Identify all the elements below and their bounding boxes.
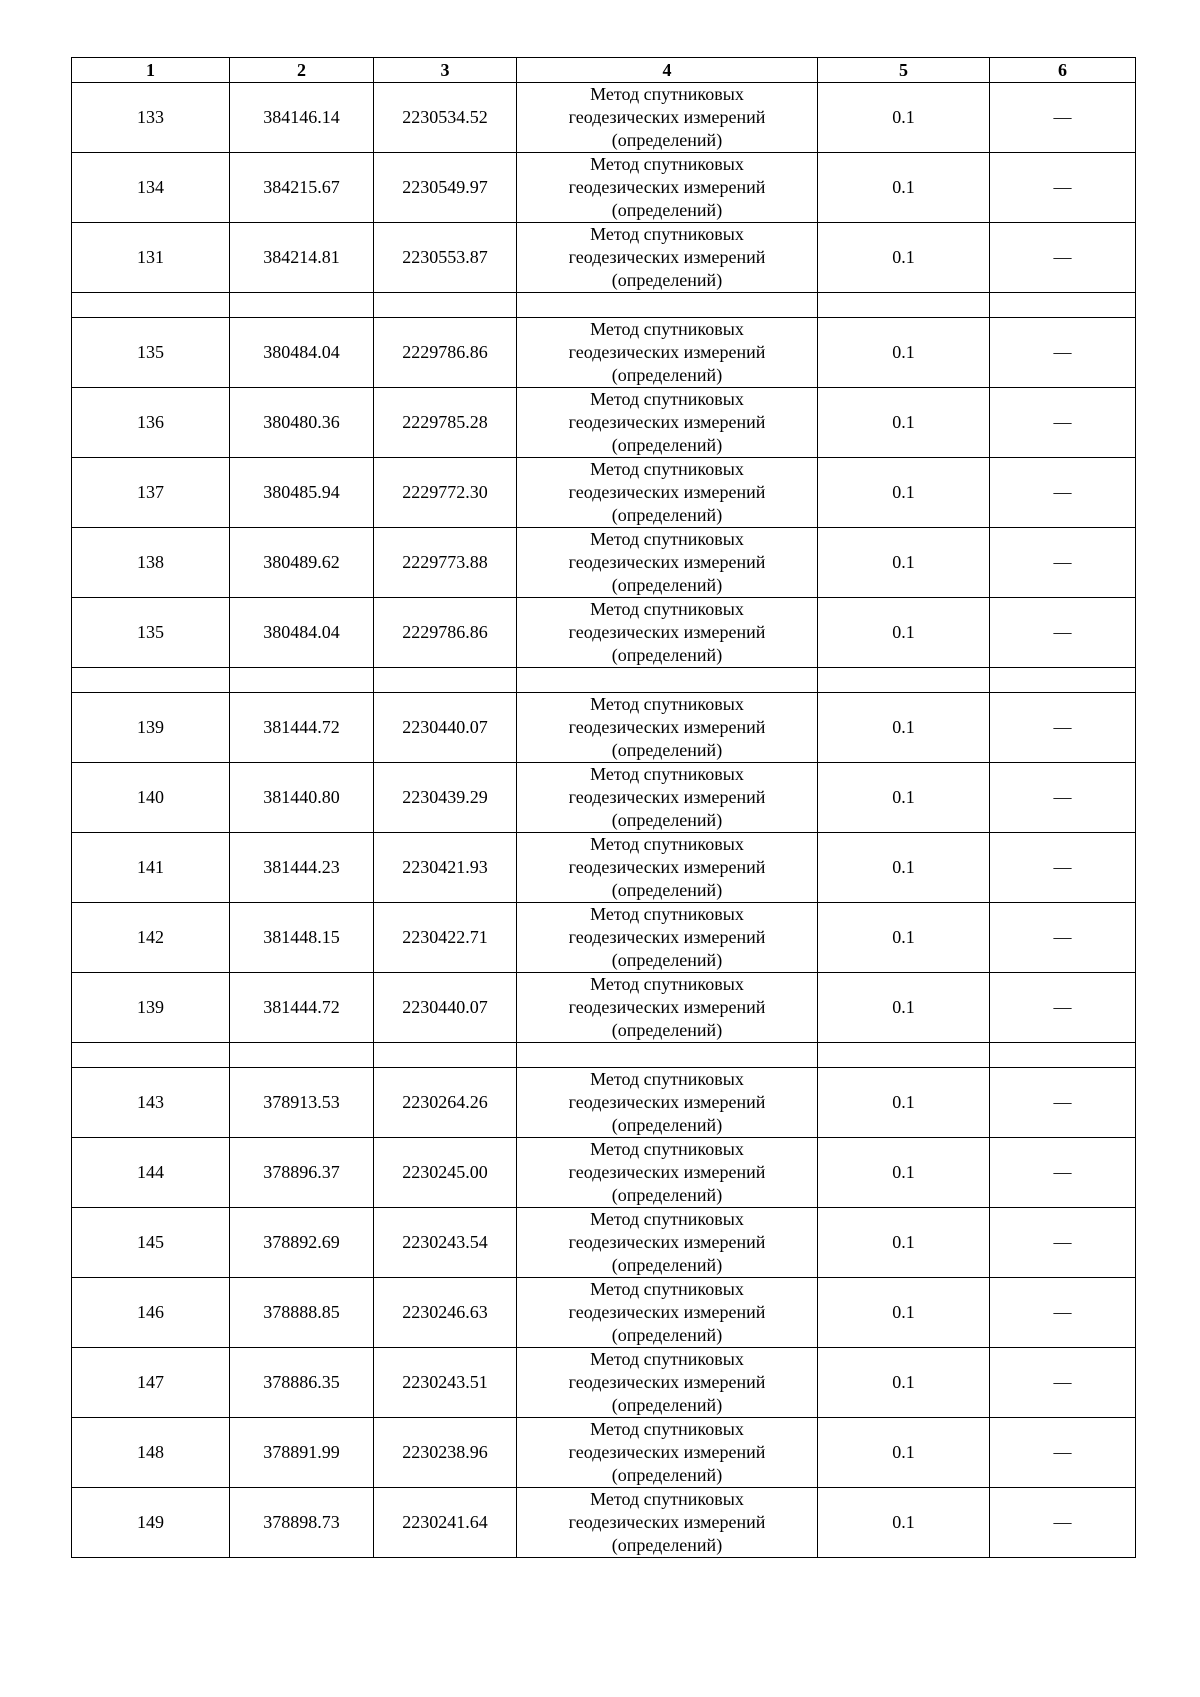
note-cell: — — [990, 458, 1136, 528]
method-cell — [517, 83, 818, 153]
empty-cell — [230, 293, 374, 318]
note-cell: — — [990, 153, 1136, 223]
table-row — [72, 83, 1136, 153]
point-number-cell: 139 — [72, 973, 230, 1043]
method-cell — [517, 833, 818, 903]
empty-cell — [818, 668, 990, 693]
y-coordinate-cell: 2230246.63 — [374, 1278, 517, 1348]
empty-cell — [990, 1043, 1136, 1068]
method-line: геодезических измерений — [568, 927, 766, 947]
accuracy-cell: 0.1 — [818, 528, 990, 598]
method-cell — [517, 153, 818, 223]
accuracy-cell: 0.1 — [818, 153, 990, 223]
method-cell — [517, 223, 818, 293]
method-line: (определений) — [611, 1395, 723, 1415]
point-number-cell: 134 — [72, 153, 230, 223]
method-line: геодезических измерений — [568, 787, 766, 807]
x-coordinate-cell: 381440.80 — [230, 763, 374, 833]
point-number-cell: 146 — [72, 1278, 230, 1348]
method-cell — [517, 458, 818, 528]
y-coordinate-cell: 2230422.71 — [374, 903, 517, 973]
method-line: Метод спутниковых — [590, 764, 744, 784]
x-coordinate-cell: 380484.04 — [230, 318, 374, 388]
header-col-2: 2 — [230, 58, 374, 83]
accuracy-cell: 0.1 — [818, 458, 990, 528]
method-cell — [517, 1138, 818, 1208]
point-number-cell: 137 — [72, 458, 230, 528]
method-cell — [517, 763, 818, 833]
accuracy-cell: 0.1 — [818, 833, 990, 903]
method-line: (определений) — [611, 505, 723, 525]
table-row — [72, 1208, 1136, 1278]
table-row — [72, 693, 1136, 763]
table-row — [72, 1278, 1136, 1348]
method-line: (определений) — [611, 1115, 723, 1135]
note-cell: — — [990, 973, 1136, 1043]
y-coordinate-cell: 2230421.93 — [374, 833, 517, 903]
method-line: геодезических измерений — [568, 1092, 766, 1112]
accuracy-cell: 0.1 — [818, 1208, 990, 1278]
table-row — [72, 903, 1136, 973]
method-line: (определений) — [611, 200, 723, 220]
method-cell — [517, 903, 818, 973]
method-line: геодезических измерений — [568, 717, 766, 737]
accuracy-cell: 0.1 — [818, 1138, 990, 1208]
note-cell: — — [990, 1418, 1136, 1488]
empty-cell — [374, 668, 517, 693]
point-number-cell: 145 — [72, 1208, 230, 1278]
method-line: Метод спутниковых — [590, 84, 744, 104]
x-coordinate-cell: 378891.99 — [230, 1418, 374, 1488]
point-number-cell: 135 — [72, 318, 230, 388]
accuracy-cell: 0.1 — [818, 1488, 990, 1558]
accuracy-cell: 0.1 — [818, 388, 990, 458]
table-row — [72, 763, 1136, 833]
note-cell: — — [990, 318, 1136, 388]
method-line: геодезических измерений — [568, 1162, 766, 1182]
x-coordinate-cell: 381444.72 — [230, 973, 374, 1043]
method-line: Метод спутниковых — [590, 904, 744, 924]
method-line: Метод спутниковых — [590, 1489, 744, 1509]
method-line: Метод спутниковых — [590, 459, 744, 479]
empty-cell — [72, 1043, 230, 1068]
accuracy-cell: 0.1 — [818, 598, 990, 668]
method-cell — [517, 318, 818, 388]
method-line: (определений) — [611, 575, 723, 595]
y-coordinate-cell: 2230549.97 — [374, 153, 517, 223]
separator-row — [72, 1043, 1136, 1068]
x-coordinate-cell: 378898.73 — [230, 1488, 374, 1558]
header-col-3: 3 — [374, 58, 517, 83]
method-line: геодезических измерений — [568, 1372, 766, 1392]
table-row — [72, 528, 1136, 598]
empty-cell — [72, 668, 230, 693]
method-line: геодезических измерений — [568, 247, 766, 267]
method-line: Метод спутниковых — [590, 529, 744, 549]
note-cell: — — [990, 1068, 1136, 1138]
point-number-cell: 139 — [72, 693, 230, 763]
method-line: (определений) — [611, 1325, 723, 1345]
method-line: геодезических измерений — [568, 1302, 766, 1322]
note-cell: — — [990, 1138, 1136, 1208]
note-cell: — — [990, 1348, 1136, 1418]
table-row — [72, 388, 1136, 458]
separator-row — [72, 293, 1136, 318]
method-line: (определений) — [611, 1465, 723, 1485]
y-coordinate-cell: 2230243.54 — [374, 1208, 517, 1278]
x-coordinate-cell: 378892.69 — [230, 1208, 374, 1278]
method-line: геодезических измерений — [568, 622, 766, 642]
note-cell: — — [990, 598, 1136, 668]
method-line: геодезических измерений — [568, 1512, 766, 1532]
method-cell — [517, 1278, 818, 1348]
y-coordinate-cell: 2230241.64 — [374, 1488, 517, 1558]
method-cell — [517, 1208, 818, 1278]
empty-cell — [517, 293, 818, 318]
table-row — [72, 1138, 1136, 1208]
header-col-4: 4 — [517, 58, 818, 83]
accuracy-cell: 0.1 — [818, 83, 990, 153]
accuracy-cell: 0.1 — [818, 1278, 990, 1348]
method-line: (определений) — [611, 645, 723, 665]
note-cell: — — [990, 528, 1136, 598]
method-cell — [517, 1488, 818, 1558]
y-coordinate-cell: 2229773.88 — [374, 528, 517, 598]
note-cell: — — [990, 833, 1136, 903]
method-line: (определений) — [611, 740, 723, 760]
method-line: Метод спутниковых — [590, 694, 744, 714]
table-row — [72, 223, 1136, 293]
accuracy-cell: 0.1 — [818, 1348, 990, 1418]
method-line: геодезических измерений — [568, 482, 766, 502]
method-line: (определений) — [611, 1255, 723, 1275]
note-cell: — — [990, 1278, 1136, 1348]
x-coordinate-cell: 384215.67 — [230, 153, 374, 223]
empty-cell — [818, 1043, 990, 1068]
method-line: Метод спутниковых — [590, 974, 744, 994]
method-line: Метод спутниковых — [590, 834, 744, 854]
method-cell — [517, 693, 818, 763]
method-cell — [517, 973, 818, 1043]
method-line: (определений) — [611, 1185, 723, 1205]
method-line: (определений) — [611, 365, 723, 385]
method-line: Метод спутниковых — [590, 1419, 744, 1439]
x-coordinate-cell: 380485.94 — [230, 458, 374, 528]
point-number-cell: 143 — [72, 1068, 230, 1138]
point-number-cell: 144 — [72, 1138, 230, 1208]
empty-cell — [72, 293, 230, 318]
accuracy-cell: 0.1 — [818, 1418, 990, 1488]
accuracy-cell: 0.1 — [818, 903, 990, 973]
method-cell — [517, 388, 818, 458]
method-line: Метод спутниковых — [590, 1349, 744, 1369]
method-cell — [517, 1418, 818, 1488]
point-number-cell: 147 — [72, 1348, 230, 1418]
y-coordinate-cell: 2229786.86 — [374, 318, 517, 388]
accuracy-cell: 0.1 — [818, 973, 990, 1043]
method-line: Метод спутниковых — [590, 224, 744, 244]
empty-cell — [818, 293, 990, 318]
y-coordinate-cell: 2230264.26 — [374, 1068, 517, 1138]
table-row — [72, 833, 1136, 903]
accuracy-cell: 0.1 — [818, 318, 990, 388]
empty-cell — [230, 1043, 374, 1068]
y-coordinate-cell: 2230243.51 — [374, 1348, 517, 1418]
empty-cell — [230, 668, 374, 693]
method-line: Метод спутниковых — [590, 599, 744, 619]
table-row — [72, 973, 1136, 1043]
empty-cell — [990, 668, 1136, 693]
method-line: (определений) — [611, 270, 723, 290]
point-number-cell: 131 — [72, 223, 230, 293]
accuracy-cell: 0.1 — [818, 693, 990, 763]
y-coordinate-cell: 2230534.52 — [374, 83, 517, 153]
note-cell: — — [990, 693, 1136, 763]
note-cell: — — [990, 903, 1136, 973]
method-line: геодезических измерений — [568, 1232, 766, 1252]
table-body — [72, 83, 1136, 1558]
y-coordinate-cell: 2230553.87 — [374, 223, 517, 293]
method-cell — [517, 528, 818, 598]
accuracy-cell: 0.1 — [818, 763, 990, 833]
point-number-cell: 149 — [72, 1488, 230, 1558]
point-number-cell: 138 — [72, 528, 230, 598]
note-cell: — — [990, 1208, 1136, 1278]
x-coordinate-cell: 381444.72 — [230, 693, 374, 763]
y-coordinate-cell: 2229786.86 — [374, 598, 517, 668]
method-line: Метод спутниковых — [590, 389, 744, 409]
table-row — [72, 598, 1136, 668]
method-line: (определений) — [611, 950, 723, 970]
method-line: Метод спутниковых — [590, 1069, 744, 1089]
y-coordinate-cell: 2230245.00 — [374, 1138, 517, 1208]
x-coordinate-cell: 384214.81 — [230, 223, 374, 293]
coordinates-table — [71, 57, 1136, 1558]
method-line: геодезических измерений — [568, 552, 766, 572]
point-number-cell: 141 — [72, 833, 230, 903]
table-row — [72, 458, 1136, 528]
x-coordinate-cell: 381444.23 — [230, 833, 374, 903]
x-coordinate-cell: 380489.62 — [230, 528, 374, 598]
method-line: геодезических измерений — [568, 1442, 766, 1462]
method-line: геодезических измерений — [568, 342, 766, 362]
method-cell — [517, 1348, 818, 1418]
method-line: геодезических измерений — [568, 997, 766, 1017]
method-line: геодезических измерений — [568, 857, 766, 877]
note-cell: — — [990, 1488, 1136, 1558]
header-col-5: 5 — [818, 58, 990, 83]
method-line: (определений) — [611, 130, 723, 150]
note-cell: — — [990, 223, 1136, 293]
x-coordinate-cell: 378888.85 — [230, 1278, 374, 1348]
point-number-cell: 140 — [72, 763, 230, 833]
method-line: Метод спутниковых — [590, 319, 744, 339]
x-coordinate-cell: 378913.53 — [230, 1068, 374, 1138]
method-line: (определений) — [611, 1020, 723, 1040]
table-row — [72, 1418, 1136, 1488]
x-coordinate-cell: 384146.14 — [230, 83, 374, 153]
x-coordinate-cell: 378896.37 — [230, 1138, 374, 1208]
method-line: (определений) — [611, 880, 723, 900]
y-coordinate-cell: 2230440.07 — [374, 973, 517, 1043]
point-number-cell: 133 — [72, 83, 230, 153]
method-line: Метод спутниковых — [590, 1279, 744, 1299]
point-number-cell: 135 — [72, 598, 230, 668]
method-cell — [517, 1068, 818, 1138]
y-coordinate-cell: 2229785.28 — [374, 388, 517, 458]
header-col-6: 6 — [990, 58, 1136, 83]
point-number-cell: 142 — [72, 903, 230, 973]
x-coordinate-cell: 381448.15 — [230, 903, 374, 973]
table-row — [72, 1348, 1136, 1418]
method-line: Метод спутниковых — [590, 1139, 744, 1159]
x-coordinate-cell: 380484.04 — [230, 598, 374, 668]
header-col-1: 1 — [72, 58, 230, 83]
method-line: Метод спутниковых — [590, 1209, 744, 1229]
note-cell: — — [990, 83, 1136, 153]
empty-cell — [374, 293, 517, 318]
accuracy-cell: 0.1 — [818, 1068, 990, 1138]
method-line: Метод спутниковых — [590, 154, 744, 174]
method-cell — [517, 598, 818, 668]
note-cell: — — [990, 388, 1136, 458]
accuracy-cell: 0.1 — [818, 223, 990, 293]
empty-cell — [517, 1043, 818, 1068]
method-line: геодезических измерений — [568, 177, 766, 197]
empty-cell — [990, 293, 1136, 318]
y-coordinate-cell: 2230238.96 — [374, 1418, 517, 1488]
method-line: (определений) — [611, 435, 723, 455]
empty-cell — [374, 1043, 517, 1068]
table-row — [72, 318, 1136, 388]
x-coordinate-cell: 380480.36 — [230, 388, 374, 458]
y-coordinate-cell: 2230440.07 — [374, 693, 517, 763]
separator-row — [72, 668, 1136, 693]
y-coordinate-cell: 2229772.30 — [374, 458, 517, 528]
method-line: (определений) — [611, 810, 723, 830]
method-line: (определений) — [611, 1535, 723, 1555]
point-number-cell: 136 — [72, 388, 230, 458]
x-coordinate-cell: 378886.35 — [230, 1348, 374, 1418]
table-header-row — [72, 58, 1136, 83]
method-line: геодезических измерений — [568, 107, 766, 127]
empty-cell — [517, 668, 818, 693]
note-cell: — — [990, 763, 1136, 833]
method-line: геодезических измерений — [568, 412, 766, 432]
table-row — [72, 1068, 1136, 1138]
y-coordinate-cell: 2230439.29 — [374, 763, 517, 833]
table-row — [72, 1488, 1136, 1558]
point-number-cell: 148 — [72, 1418, 230, 1488]
table-row — [72, 153, 1136, 223]
